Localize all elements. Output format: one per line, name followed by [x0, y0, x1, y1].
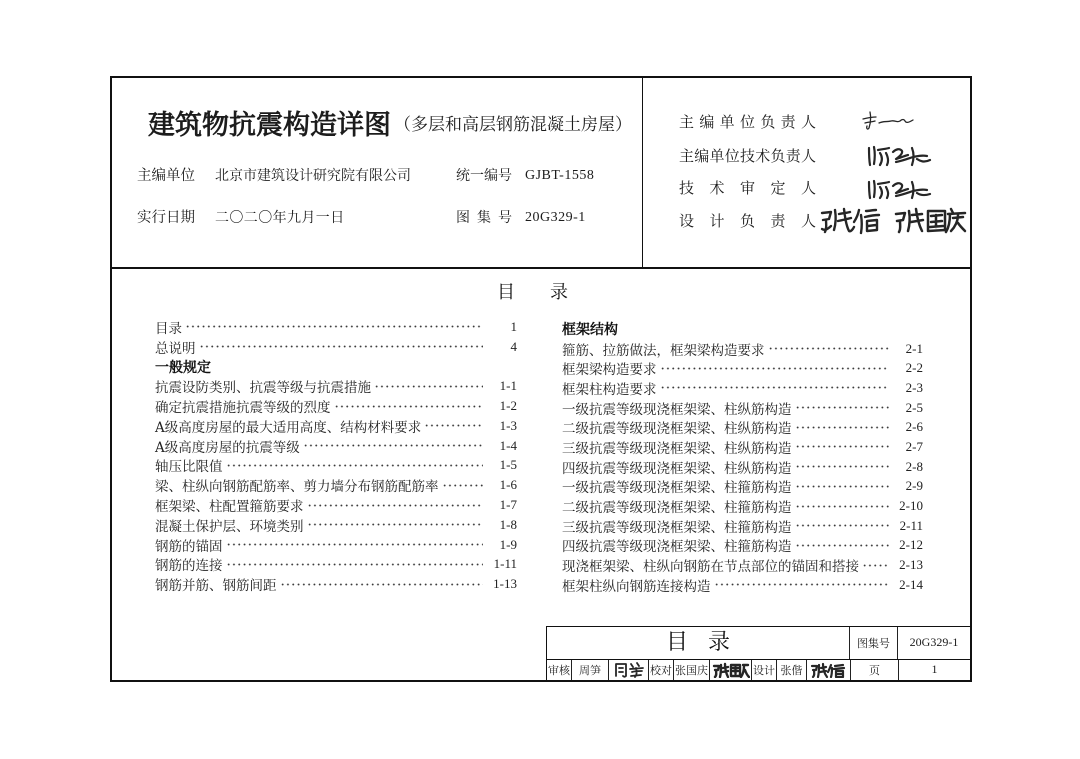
- toc-entry-page: 2-9: [905, 478, 923, 494]
- toc-entry: [562, 555, 923, 575]
- toc-entry-title: A级高度房屋的最大适用高度、结构材料要求: [155, 419, 422, 436]
- toc-entry: [562, 516, 923, 536]
- toc-entry-title: 框架梁、柱配置箍筋要求: [155, 499, 304, 516]
- toc-entry-page: 1-3: [499, 417, 517, 433]
- toc-entry-title: 二级抗震等级现浇框架梁、柱箍筋构造: [562, 500, 792, 517]
- dot-leader: [280, 583, 484, 586]
- unified-number-label: 统一编号: [456, 168, 512, 184]
- toc-entry: [562, 339, 923, 359]
- toc-entry-title: 钢筋并筋、钢筋间距: [155, 578, 277, 595]
- toc-entry-title: 二级抗震等级现浇框架梁、柱纵筋构造: [562, 421, 792, 438]
- toc-entry-title: A级高度房屋的抗震等级: [155, 439, 300, 456]
- title-block: [546, 626, 970, 680]
- toc-entry-page: 2-10: [899, 498, 923, 514]
- title-block-atlas-number: 20G329-1: [897, 627, 970, 659]
- signature-technical-responsible: [865, 143, 933, 169]
- toc-entry: [562, 437, 923, 457]
- toc-entry-title: 混凝土保护层、环境类别: [155, 518, 304, 535]
- toc-entry-title: 梁、柱纵向钢筋配筋率、剪力墙分布钢筋配筋率: [155, 479, 439, 496]
- dot-leader: [795, 544, 890, 547]
- toc-entry: [562, 457, 923, 477]
- signature-designer: [810, 662, 848, 678]
- toc-entry: [562, 417, 923, 437]
- toc-entry-page: 2-3: [905, 379, 923, 395]
- toc-entry: [155, 495, 517, 515]
- signature-design-responsible-2: [893, 205, 967, 235]
- dot-leader: [226, 563, 484, 566]
- dot-leader: [795, 524, 890, 527]
- toc-entry: [562, 496, 923, 516]
- signature-technical-reviewer: [865, 176, 933, 202]
- toc-entry-page: 1-6: [499, 477, 517, 493]
- toc-entry-page: 1-2: [499, 398, 517, 414]
- toc-entry-title: 三级抗震等级现浇框架梁、柱纵筋构造: [562, 440, 792, 457]
- toc-entry-page: 4: [510, 338, 517, 354]
- toc-entry-page: 2-2: [905, 360, 923, 376]
- reviewer-signature-cell: [608, 660, 648, 680]
- dot-leader: [442, 484, 484, 487]
- toc-entry: [155, 515, 517, 535]
- toc-entry-title: 总说明: [155, 340, 196, 357]
- effective-date-value: 二〇二〇年九月一日: [215, 210, 345, 226]
- toc-section-title: 一般规定: [155, 359, 211, 376]
- title-block-atlas-label: 图集号: [849, 627, 897, 659]
- designer-signature-cell: [806, 660, 850, 680]
- header-divider-horizontal: [110, 267, 972, 269]
- dot-leader: [795, 445, 890, 448]
- dot-leader: [303, 444, 483, 447]
- toc-entry: [155, 337, 517, 357]
- dot-leader: [226, 464, 484, 467]
- toc-entry: [155, 396, 517, 416]
- toc-entry-page: 2-1: [905, 340, 923, 356]
- dot-leader: [424, 424, 483, 427]
- dot-leader: [795, 465, 890, 468]
- toc-entry-title: 钢筋的连接: [155, 558, 223, 575]
- dot-leader: [795, 426, 890, 429]
- page-label: 页: [850, 660, 898, 680]
- toc-entry: [562, 358, 923, 378]
- signature-chief-editor: [861, 109, 915, 133]
- dot-leader: [226, 543, 484, 546]
- toc-entry-page: 2-11: [899, 517, 923, 533]
- title-block-bottom-row: [547, 660, 970, 680]
- toc-entry-page: 2-7: [905, 438, 923, 454]
- signature-checker: [712, 662, 750, 678]
- signature-design-responsible-1: [819, 205, 883, 235]
- toc-entry-page: 1-1: [499, 378, 517, 394]
- dot-leader: [334, 405, 484, 408]
- toc-entry: [155, 475, 517, 495]
- toc-entry-title: 钢筋的锚固: [155, 538, 223, 555]
- toc-entry-title: 三级抗震等级现浇框架梁、柱箍筋构造: [562, 519, 792, 536]
- unified-number-value: GJBT-1558: [525, 168, 595, 183]
- toc-entry-page: 1-4: [499, 437, 517, 453]
- toc-entry-page: 1-7: [499, 497, 517, 513]
- toc-entry-page: 1-9: [499, 536, 517, 552]
- toc-entry: [155, 555, 517, 575]
- dot-leader: [795, 505, 890, 508]
- dot-leader: [307, 523, 484, 526]
- toc-entry-title: 抗震设防类别、抗震等级与抗震措施: [155, 380, 371, 397]
- toc-section-heading: [155, 357, 517, 377]
- toc-entry: [562, 536, 923, 556]
- toc-entry-page: 2-5: [905, 399, 923, 415]
- atlas-number-label: 图 集 号: [456, 210, 512, 226]
- toc-entry: [155, 416, 517, 436]
- toc-entry-title: 现浇框架梁、柱纵向钢筋在节点部位的锚固和搭接: [562, 559, 859, 576]
- atlas-number-value: 20G329-1: [525, 210, 586, 225]
- checker-name: 张国庆: [673, 660, 709, 680]
- toc-entry: [155, 574, 517, 594]
- toc-entry-title: 箍筋、拉筋做法，框架梁构造要求: [562, 342, 765, 359]
- toc-right-column: [562, 319, 923, 595]
- dot-leader: [714, 583, 890, 586]
- atlas-title: 建筑物抗震构造详图: [148, 109, 391, 141]
- toc-entry: [155, 456, 517, 476]
- toc-entry-page: 1-13: [493, 576, 517, 592]
- toc-section-title: 框架结构: [562, 321, 618, 338]
- header-divider-vertical: [642, 76, 643, 268]
- toc-entry: [155, 535, 517, 555]
- page-number: 1: [898, 660, 970, 680]
- editor-unit-label: 主编单位: [137, 168, 195, 184]
- title-block-title-cell: [547, 627, 849, 659]
- technical-reviewer-label: 技 术 审 定 人: [679, 179, 816, 197]
- technical-responsible-label: 主编单位技术负责人: [679, 147, 816, 165]
- toc-entry-title: 框架柱纵向钢筋连接构造: [562, 578, 711, 595]
- design-responsible-label: 设 计 负 责 人: [679, 212, 816, 230]
- toc-entry-page: 2-6: [905, 419, 923, 435]
- dot-leader: [795, 485, 890, 488]
- toc-heading: 目 录: [497, 282, 568, 303]
- toc-entry-page: 1-5: [499, 457, 517, 473]
- toc-entry-title: 四级抗震等级现浇框架梁、柱箍筋构造: [562, 539, 792, 556]
- chief-editor-responsible-label: 主 编 单 位 负 责 人: [679, 113, 816, 131]
- checker-signature-cell: [709, 660, 751, 680]
- dot-leader: [199, 345, 484, 348]
- dot-leader: [768, 347, 890, 350]
- reviewer-label: 审核: [548, 663, 570, 677]
- toc-entry: [562, 575, 923, 595]
- toc-entry-title: 框架梁构造要求: [562, 362, 657, 379]
- signature-reviewer: [613, 661, 645, 678]
- toc-entry-page: 1-11: [493, 556, 517, 572]
- dot-leader: [862, 564, 889, 567]
- atlas-subtitle: （多层和高层钢筋混凝土房屋）: [394, 114, 632, 135]
- title-block-title: 目 录: [666, 629, 730, 655]
- toc-entry: [562, 378, 923, 398]
- toc-entry-page: 2-13: [899, 557, 923, 573]
- dot-leader: [307, 504, 484, 507]
- toc-entry: [155, 317, 517, 337]
- checker-label: 校对: [648, 660, 673, 680]
- toc-entry-title: 目录: [155, 320, 182, 337]
- designer-label: 设计: [751, 660, 776, 680]
- toc-entry-page: 2-8: [905, 458, 923, 474]
- toc-entry-title: 确定抗震措施抗震等级的烈度: [155, 400, 331, 417]
- effective-date-label: 实行日期: [137, 210, 195, 226]
- dot-leader: [660, 386, 890, 389]
- editor-unit-value: 北京市建筑设计研究院有限公司: [215, 168, 411, 184]
- toc-entry-title: 轴压比限值: [155, 459, 223, 476]
- toc-entry: [155, 376, 517, 396]
- toc-entry-title: 框架柱构造要求: [562, 381, 657, 398]
- toc-left-column: [155, 317, 517, 594]
- toc-entry-title: 一级抗震等级现浇框架梁、柱纵筋构造: [562, 401, 792, 418]
- toc-entry-page: 1: [510, 318, 517, 334]
- toc-entry: [562, 398, 923, 418]
- atlas-title-line: [148, 103, 632, 141]
- dot-leader: [660, 367, 890, 370]
- toc-entry-page: 2-14: [899, 576, 923, 592]
- title-block-top-row: [547, 627, 970, 660]
- dot-leader: [795, 406, 890, 409]
- toc-entry: [562, 477, 923, 497]
- reviewer-name: 周笋: [571, 660, 608, 680]
- toc-entry-page: 1-8: [499, 516, 517, 532]
- dot-leader: [374, 385, 483, 388]
- toc-entry-page: 2-12: [899, 537, 923, 553]
- designer-name: 张偕: [776, 660, 806, 680]
- dot-leader: [185, 325, 483, 328]
- toc-entry-title: 四级抗震等级现浇框架梁、柱纵筋构造: [562, 460, 792, 477]
- toc-entry-title: 一级抗震等级现浇框架梁、柱箍筋构造: [562, 480, 792, 497]
- toc-section-heading: [562, 319, 923, 339]
- toc-entry: [155, 436, 517, 456]
